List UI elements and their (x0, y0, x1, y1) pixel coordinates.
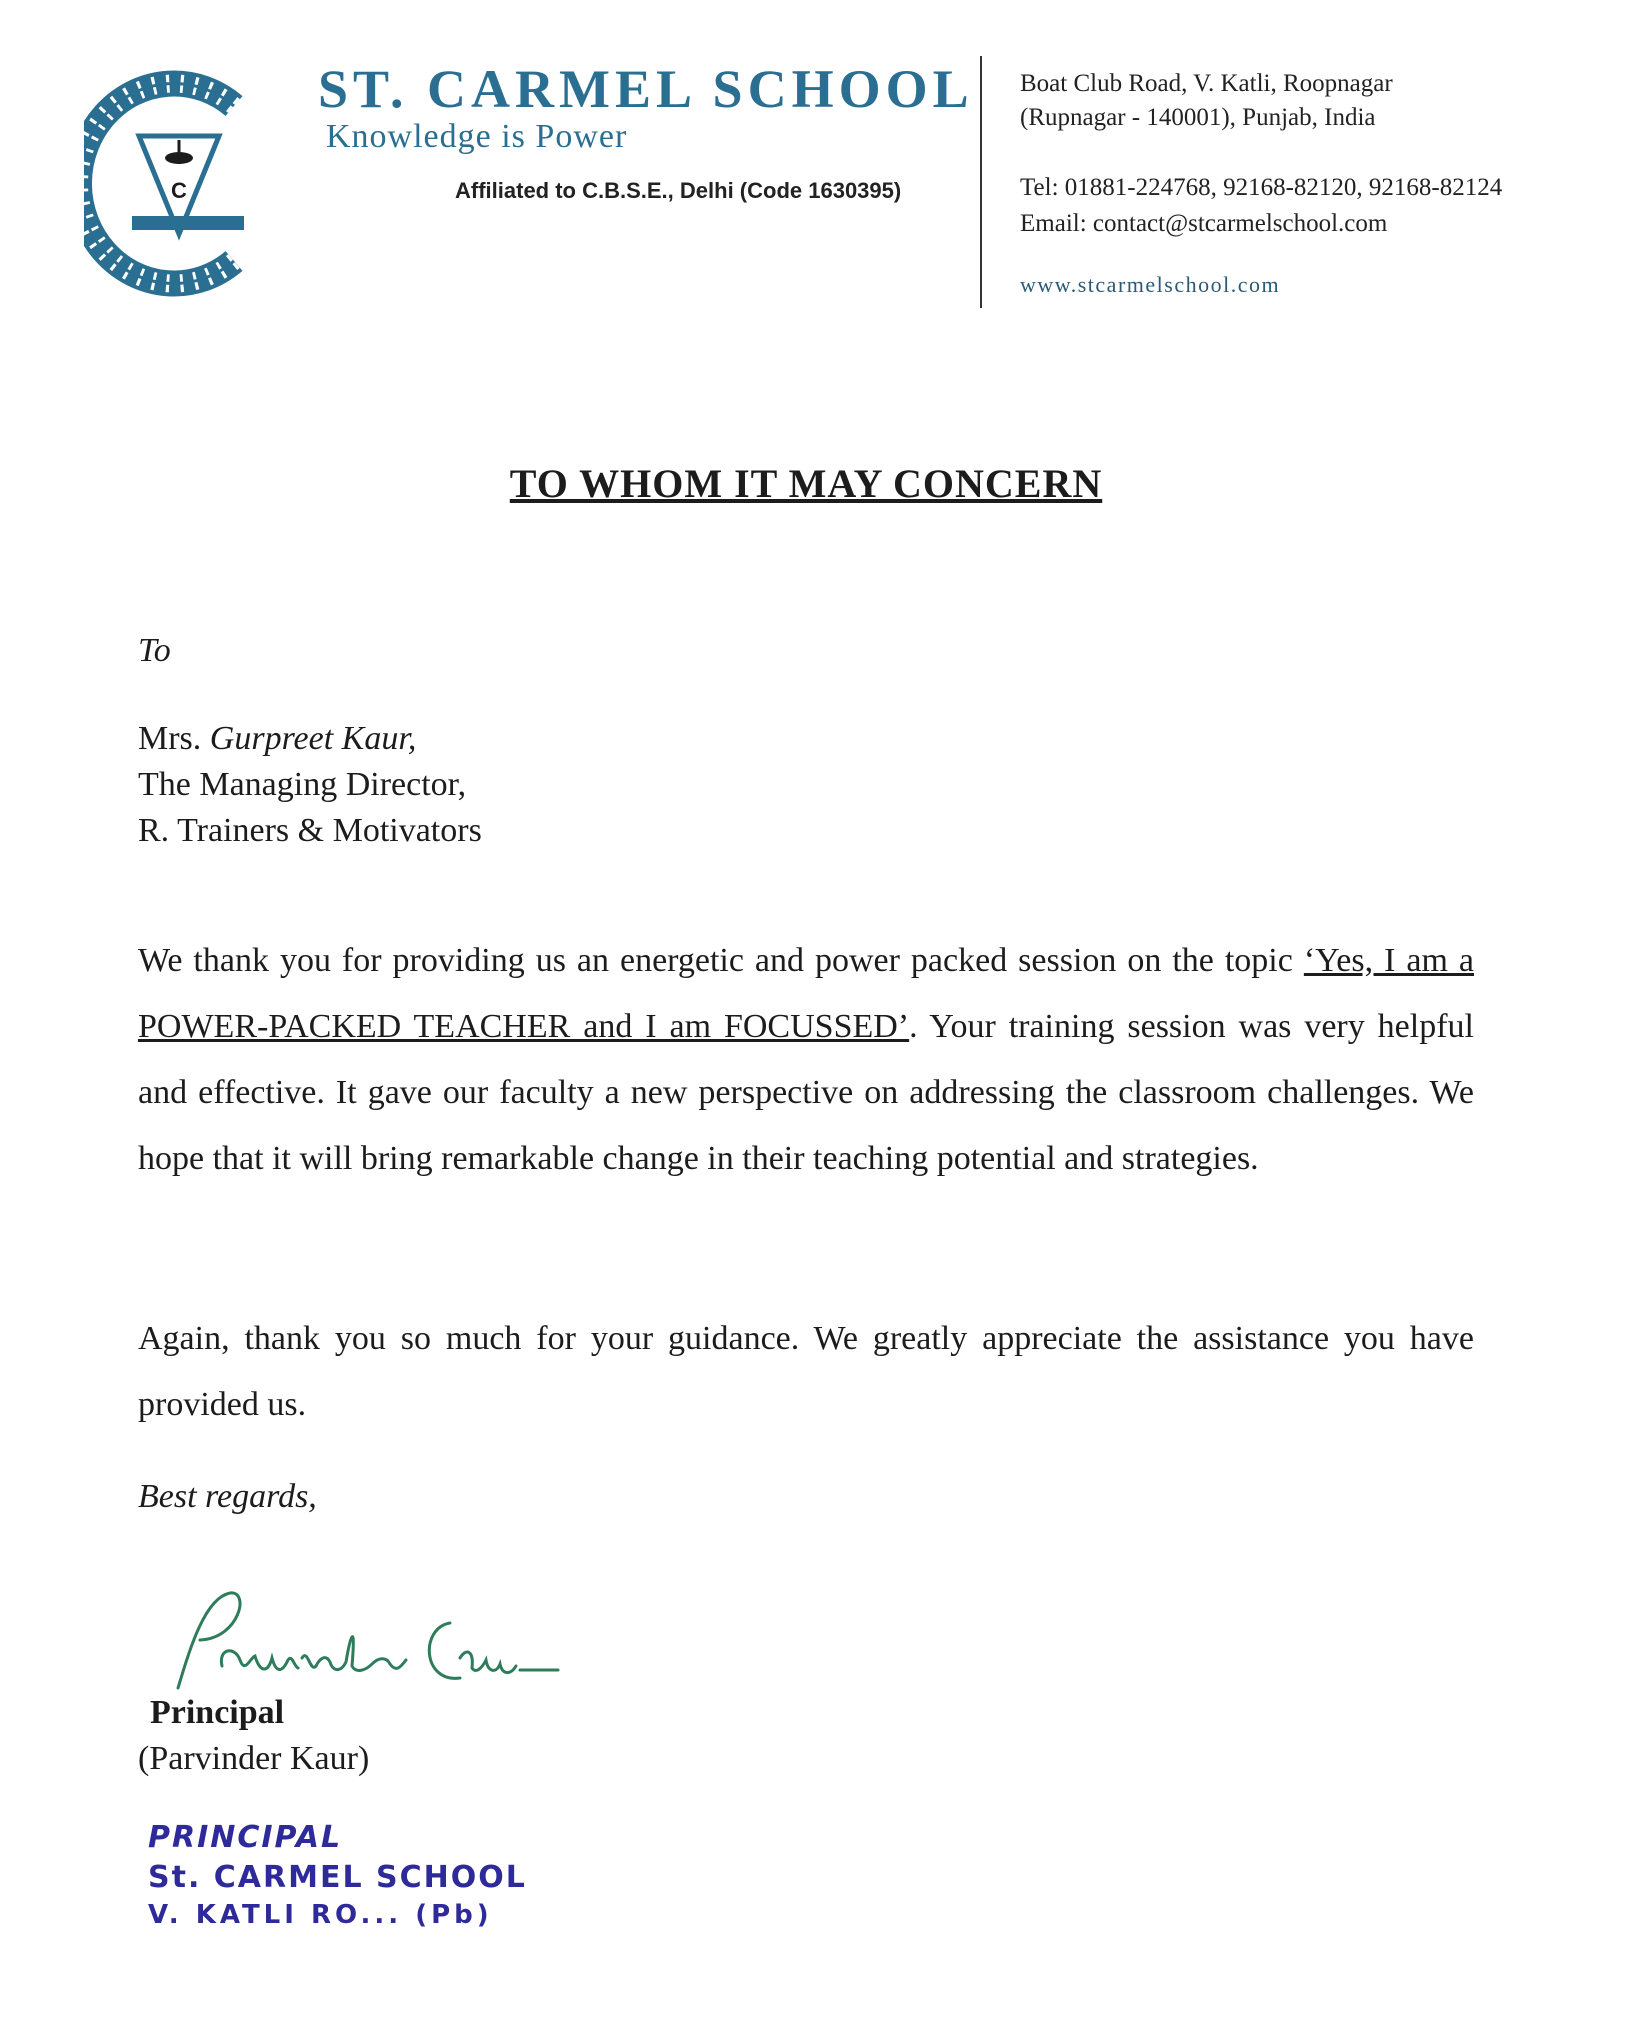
stamp-line-2: St. CARMEL SCHOOL (148, 1860, 527, 1895)
affiliation-text: Affiliated to C.B.S.E., Delhi (Code 1630395) (455, 178, 902, 203)
body-paragraph-1 (138, 928, 1474, 1192)
school-name: ST. CARMEL SCHOOL (318, 59, 974, 119)
recipient-title: The Managing Director, (138, 766, 467, 803)
recipient-name-line (138, 720, 416, 758)
stamp-line-1: PRINCIPAL (148, 1820, 343, 1855)
header-divider (980, 56, 982, 308)
signature-image (160, 1578, 560, 1708)
telephone: Tel: 01881-224768, 92168-82120, 92168-82124 (1020, 174, 1503, 201)
email: Email: contact@stcarmelschool.com (1020, 210, 1388, 237)
session-topic: ‘Yes, I am a POWER-PACKED TEACHER and I am FOCUSSED’ (138, 942, 1474, 1045)
recipient-name: Gurpreet Kaur, (209, 720, 417, 757)
recipient-prefix: Mrs. (138, 720, 210, 757)
stamp-line-3: V. KATLI RO... (Pb) (148, 1900, 493, 1930)
para1-start: We thank you for providing us an energetic and power packed session on the topic (138, 942, 1304, 979)
address-line-2: (Rupnagar - 140001), Punjab, India (1020, 104, 1376, 131)
school-crest-icon (84, 66, 254, 298)
principal-name: (Parvinder Kaur) (138, 1740, 370, 1777)
principal-title: Principal (150, 1694, 285, 1731)
school-tagline: Knowledge is Power (326, 118, 628, 155)
body-paragraph-2: Again, thank you so much for your guidance. We greatly appreciate the assistance you have provided us. (138, 1320, 1474, 1423)
para1-end: . Your training session was very helpful and effective. It gave our faculty a new perspective on addressing the classroom challenges. We hope that it will bring remarkable change in their teaching potential and strategies. (138, 1008, 1474, 1177)
recipient-company: R. Trainers & Motivators (138, 812, 482, 849)
closing: Best regards, (138, 1478, 317, 1515)
address-line-1: Boat Club Road, V. Katli, Roopnagar (1020, 70, 1393, 97)
letter-heading: TO WHOM IT MAY CONCERN (509, 461, 1103, 506)
logo-letter: C (171, 178, 187, 203)
salutation-to: To (138, 632, 171, 669)
website: www.stcarmelschool.com (1020, 272, 1281, 297)
